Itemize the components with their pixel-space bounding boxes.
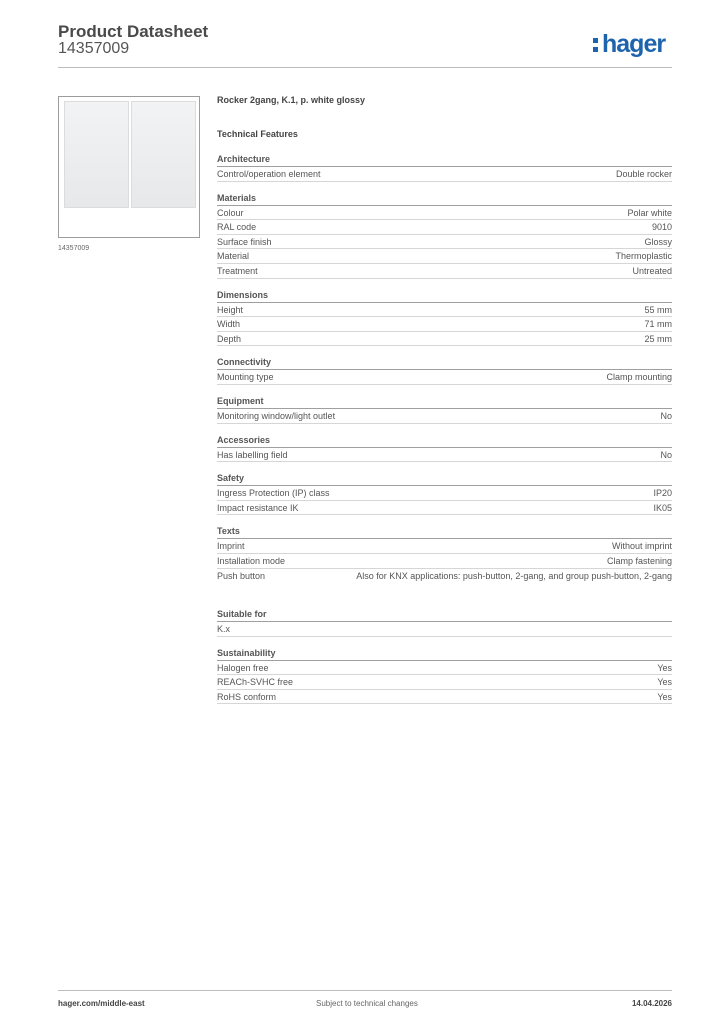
spec-label: RoHS conform	[217, 691, 277, 702]
spec-label: Treatment	[217, 265, 258, 276]
image-caption: 14357009	[58, 245, 90, 252]
section-accessories	[217, 435, 672, 463]
hager-logo	[592, 30, 665, 59]
product-number: 14357009	[58, 40, 130, 57]
section-architecture	[217, 154, 672, 182]
logo-dots-icon	[592, 34, 600, 54]
spec-label: Surface finish	[217, 236, 272, 247]
spec-row	[217, 370, 672, 385]
spec-value: Double rocker	[615, 169, 672, 179]
spec-value: No	[660, 449, 672, 460]
spec-value: No	[660, 410, 672, 421]
spec-row	[217, 675, 672, 690]
section-dimensions	[217, 290, 672, 347]
section-safety	[217, 473, 672, 515]
section-equipment	[217, 396, 672, 424]
spec-label: K.x	[217, 624, 231, 635]
spec-label: Colour	[217, 207, 244, 218]
spec-label: Halogen free	[217, 662, 269, 673]
spec-value: Clamp mounting	[606, 372, 672, 383]
spec-row	[217, 501, 672, 516]
spec-label: Depth	[217, 333, 242, 344]
spec-label: Height	[217, 304, 244, 315]
spec-row	[217, 220, 672, 235]
product-image	[58, 96, 200, 238]
section-connectivity	[217, 357, 672, 385]
section-title: Materials	[217, 193, 672, 206]
header-divider	[58, 67, 672, 68]
spec-row	[217, 690, 672, 705]
spec-value: 55 mm	[644, 304, 672, 315]
spec-value: 25 mm	[644, 333, 672, 344]
spec-row	[217, 554, 672, 569]
spec-value: Yes	[657, 677, 672, 688]
section-title: Accessories	[217, 435, 672, 448]
spec-value: Yes	[657, 662, 672, 673]
spec-content	[217, 95, 672, 704]
spec-label: Width	[217, 319, 241, 330]
spec-value: IK05	[653, 502, 672, 513]
spec-row	[217, 569, 672, 584]
spec-label: Mounting type	[217, 372, 274, 383]
section-title: Equipment	[217, 396, 672, 409]
spec-label: Has labelling field	[217, 449, 288, 460]
spec-label: Material	[217, 251, 250, 262]
spec-label: REACh-SVHC free	[217, 677, 294, 688]
spec-row	[217, 206, 672, 221]
section-title: Suitable for	[217, 609, 672, 622]
section-title: Connectivity	[217, 357, 672, 370]
features-heading: Technical Features	[217, 129, 298, 139]
spec-value: IP20	[653, 488, 672, 499]
spec-row	[217, 409, 672, 424]
rocker-left-icon	[64, 101, 129, 208]
spec-row	[217, 448, 672, 463]
spec-label: Control/operation element	[217, 169, 321, 179]
section-suitable-for	[217, 609, 672, 637]
spec-row	[217, 303, 672, 318]
section-title: Architecture	[217, 154, 672, 167]
spec-label: Imprint	[217, 541, 245, 552]
footer-divider	[58, 990, 672, 991]
section-title: Dimensions	[217, 290, 672, 303]
spec-value: Without imprint	[611, 541, 672, 552]
spec-value: Untreated	[632, 265, 672, 276]
spec-label: Installation mode	[217, 555, 286, 566]
spec-row	[217, 167, 672, 182]
spec-row	[217, 264, 672, 279]
spec-row	[217, 622, 672, 637]
section-spacer	[217, 583, 672, 609]
spec-value: Also for KNX applications: push-button, 2-gang, and group push-button, 2-gang	[356, 570, 672, 581]
page-title: Product Datasheet	[58, 22, 209, 41]
spec-value: Polar white	[627, 207, 672, 218]
spec-value: Thermoplastic	[615, 251, 672, 262]
section-title: Safety	[217, 473, 672, 486]
spec-value: Glossy	[644, 236, 672, 247]
spec-row	[217, 486, 672, 501]
spec-row	[217, 661, 672, 676]
spec-row	[217, 317, 672, 332]
section-sustainability	[217, 648, 672, 705]
spec-label: Monitoring window/light outlet	[217, 410, 336, 421]
spec-row	[217, 249, 672, 264]
footer-date: 14.04.2026	[631, 999, 672, 1008]
rocker-right-icon	[131, 101, 196, 208]
spec-value: Clamp fastening	[606, 555, 672, 566]
spec-value: 71 mm	[644, 319, 672, 330]
section-title: Sustainability	[217, 648, 672, 661]
spec-row	[217, 235, 672, 250]
section-materials	[217, 193, 672, 279]
section-texts	[217, 526, 672, 583]
footer-notice: Subject to technical changes	[316, 999, 418, 1008]
logo-text: hager	[602, 30, 666, 58]
spec-label: RAL code	[217, 222, 257, 233]
product-title: Rocker 2gang, K.1, p. white glossy	[217, 95, 366, 105]
spec-value: Yes	[657, 691, 672, 702]
spec-row	[217, 332, 672, 347]
section-title: Texts	[217, 526, 672, 539]
spec-label: Ingress Protection (IP) class	[217, 488, 330, 499]
spec-label: Impact resistance IK	[217, 502, 299, 513]
spec-label: Push button	[217, 570, 266, 581]
spec-value: 9010	[651, 222, 672, 233]
spec-row	[217, 539, 672, 554]
footer-website-link[interactable]: hager.com/middle-east	[58, 999, 145, 1008]
